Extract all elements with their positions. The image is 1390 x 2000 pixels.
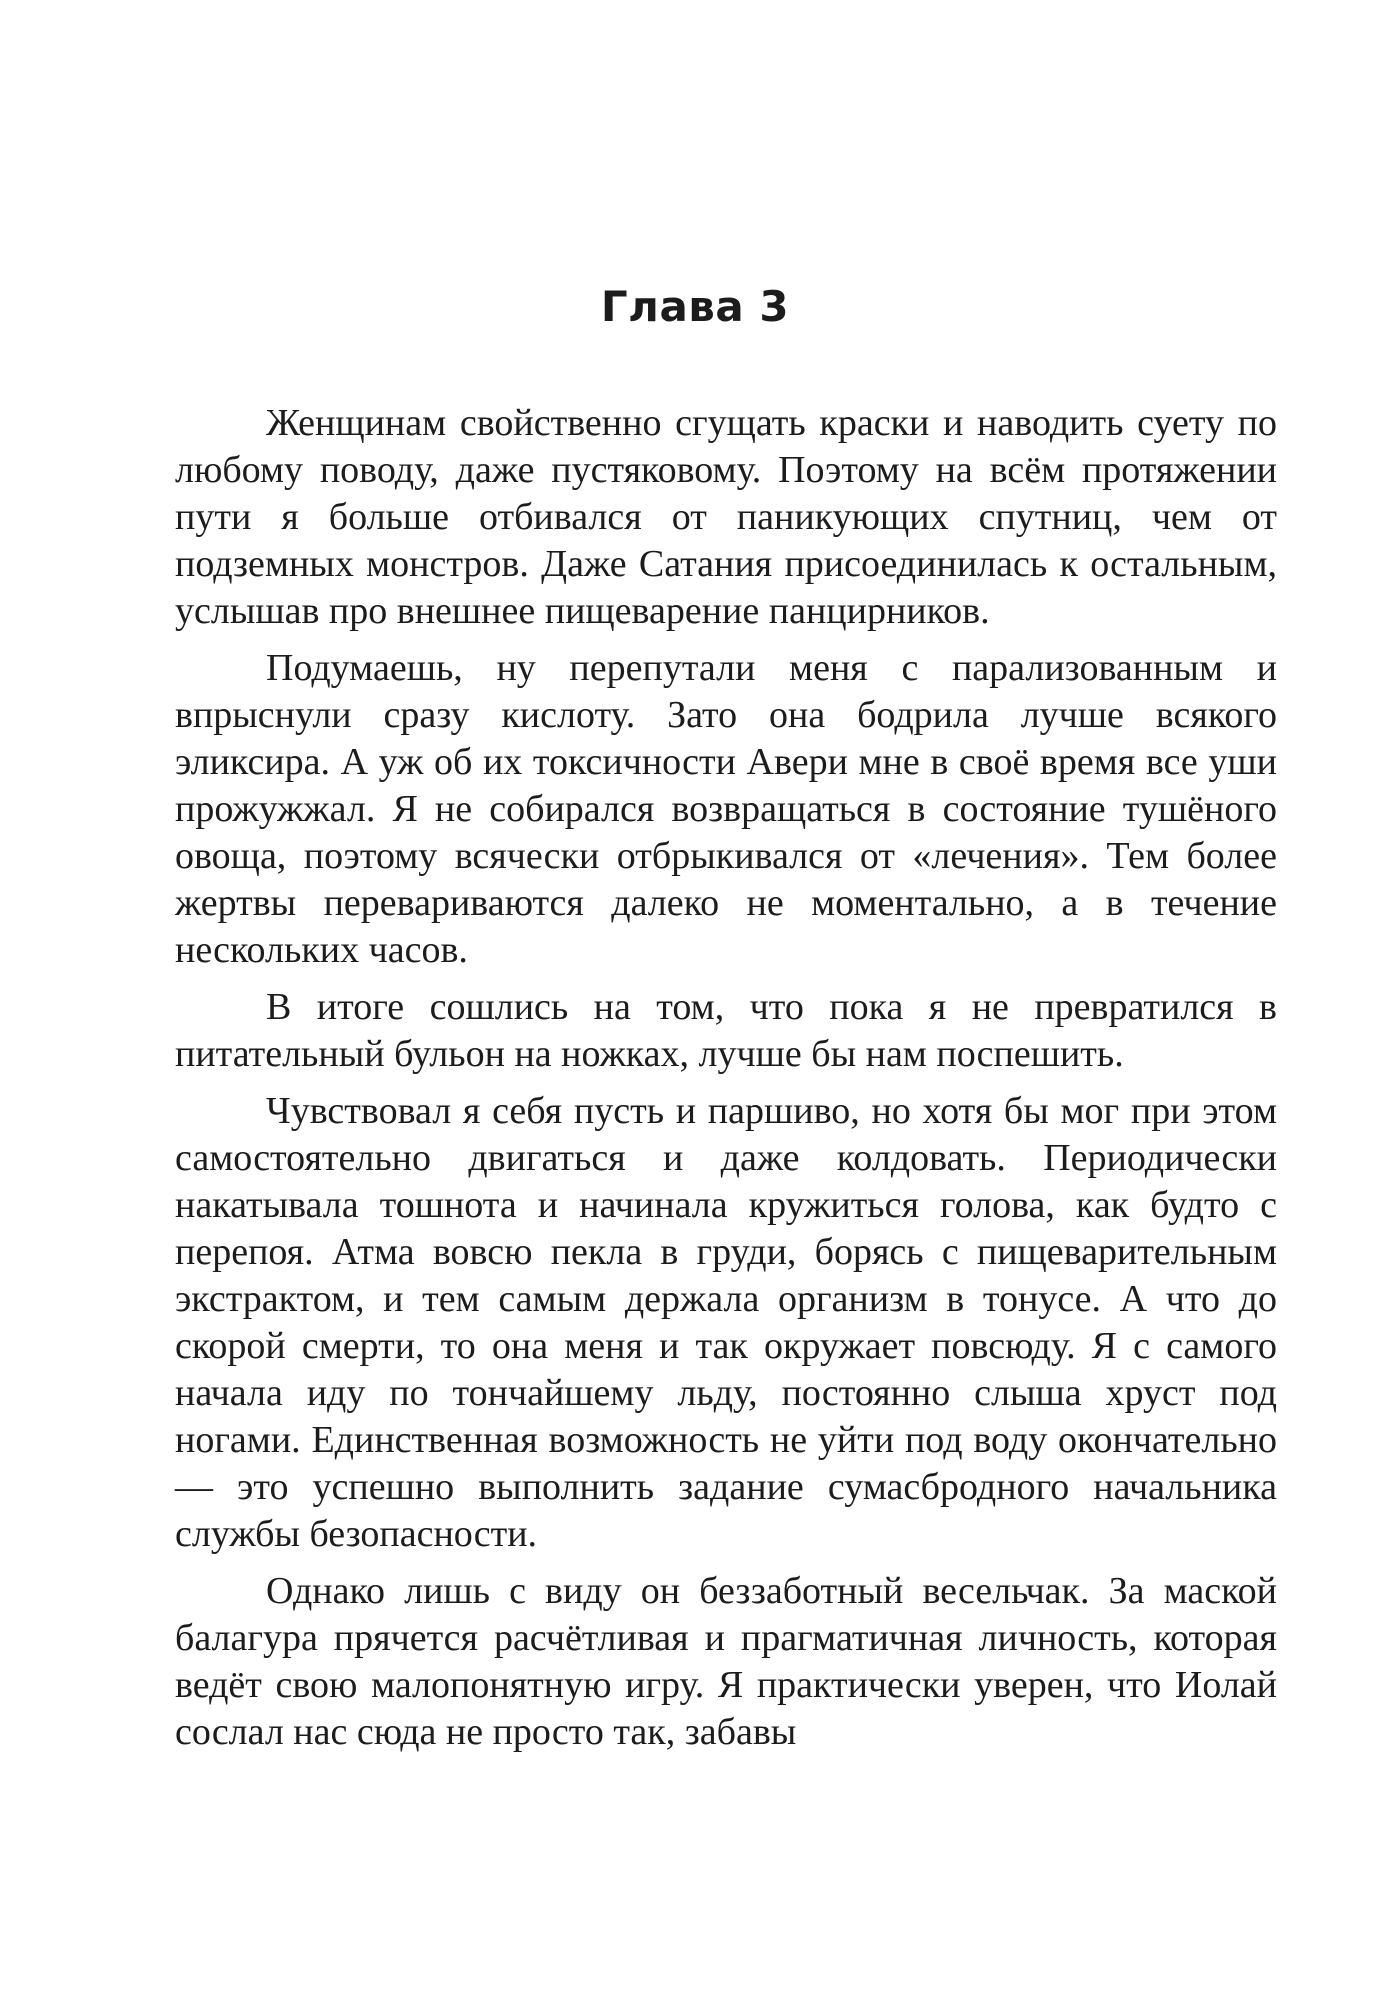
paragraph-5: Однако лишь с виду он беззаботный весельчак. За маской балагура прячется расчётливая и прагматичная личность, которая ведёт свою малопонятную игру. Я практически уверен, что Иолай сослал нас сюда не просто так, забавы	[175, 1570, 1277, 1753]
paragraph-1: Женщинам свойственно сгущать краски и наводить суету по любому поводу, даже пустяковому. Поэтому на всём протяжении пути я больше отбивался от паникующих спутниц, чем от подземных монстров. Даже Сатания присоединилась к остальным, услышав про внешнее пищеварение панцирников.	[175, 402, 1277, 632]
paragraph-4: Чувствовал я себя пусть и паршиво, но хотя бы мог при этом самостоятельно двигаться и даже колдовать. Периодически накатывала тошнота и начинала кружиться голова, как будто с перепоя. Атма вовсю пекла в груди, борясь с пищеварительным экстрактом, и тем самым держала организм в тонусе. А что до скорой смерти, то она меня и так окружает повсюду. Я с самого начала иду по тончайшему льду, постоянно слыша хруст под ногами. Единственная возможность не уйти под воду окончательно — это успешно выполнить задание сумасбродного начальника службы безопасности.	[175, 1090, 1277, 1555]
chapter-title: Глава 3	[600, 282, 790, 331]
paragraph-3: В итоге сошлись на том, что пока я не превратился в питательный бульон на ножках, лучше бы нам поспешить.	[175, 986, 1277, 1075]
paragraph-2: Подумаешь, ну перепутали меня с парализованным и впрыснули сразу кислоту. Зато она бодрила лучше всякого эликсира. А уж об их токсичности Авери мне в своё время все уши прожужжал. Я не собирался возвращаться в состояние тушёного овоща, поэтому всячески отбрыкивался от «лечения». Тем более жертвы перевариваются далеко не моментально, а в течение нескольких часов.	[175, 647, 1277, 971]
chapter-body	[175, 400, 1277, 1766]
